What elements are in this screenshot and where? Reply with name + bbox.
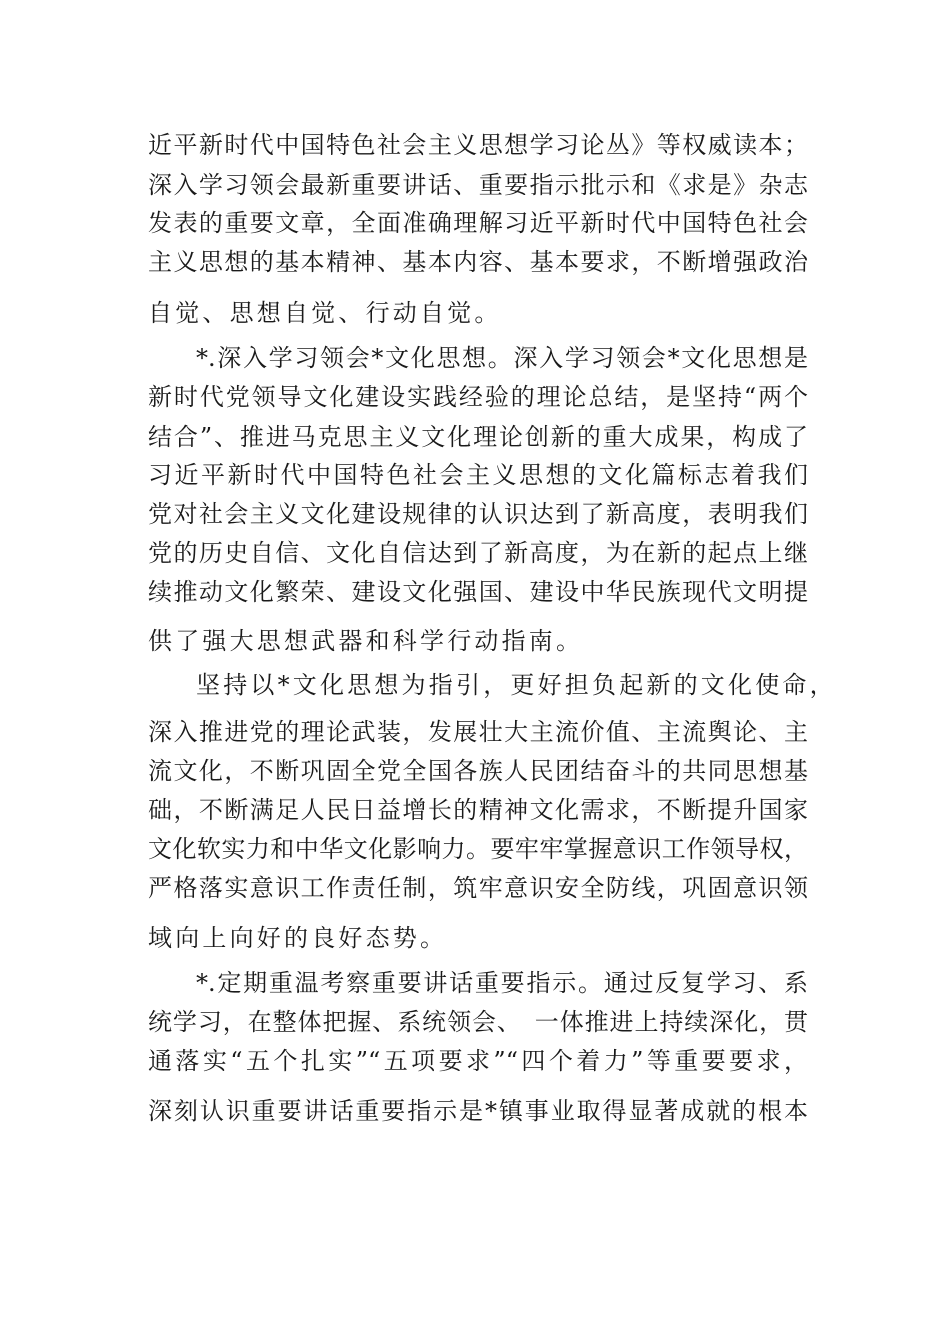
text-line: 主义思想的基本精神、基本内容、基本要求，不断增强政治 [148,248,808,276]
text-line: 严格落实意识工作责任制，筑牢意识安全防线，巩固意识领 [148,874,808,902]
text-line: 党的历史自信、文化自信达到了新高度，为在新的起点上继 [148,539,808,567]
text-line: 续推动文化繁荣、建设文化强国、建设中华民族现代文明提 [148,578,808,606]
text-line: 发表的重要文章，全面准确理解习近平新时代中国特色社会 [148,209,808,237]
text-line: 统学习，在整体把握、系统领会、 一体推进上持续深化，贯 [148,1008,808,1036]
text-line: 党对社会主义文化建设规律的认识达到了新高度，表明我们 [148,500,808,528]
text-line: 自觉、思想自觉、行动自觉。 [148,299,502,327]
text-line: 深入推进党的理论武装，发展壮大主流价值、主流舆论、主 [148,718,808,746]
text-line: 新时代党领导文化建设实践经验的理论总结，是坚持“两个 [148,383,808,411]
paragraph-first-line: 坚持以*文化思想为指引，更好担负起新的文化使命， [196,671,837,699]
text-line: 域向上向好的良好态势。 [148,924,448,952]
paragraph-heading-line: *.深入学习领会*文化思想。深入学习领会*文化思想是 [196,344,808,372]
text-line: 结合”、推进马克思主义文化理论创新的重大成果，构成了 [148,423,808,451]
text-line: 习近平新时代中国特色社会主义思想的文化篇标志着我们 [148,461,808,489]
text-line: 近平新时代中国特色社会主义思想学习论丛》等权威读本； [148,131,808,159]
text-line: 通落实“五个扎实”“五项要求”“四个着力”等重要要求， [148,1047,808,1075]
text-line: 深刻认识重要讲话重要指示是*镇事业取得显著成就的根本 [148,1097,808,1125]
text-line: 文化软实力和中华文化影响力。要牢牢掌握意识工作领导权， [148,835,808,863]
paragraph-heading-line: *.定期重温考察重要讲话重要指示。通过反复学习、系 [196,969,808,997]
text-line: 流文化，不断巩固全党全国各族人民团结奋斗的共同思想基 [148,757,808,785]
text-line: 础，不断满足人民日益增长的精神文化需求，不断提升国家 [148,796,808,824]
text-line: 深入学习领会最新重要讲话、重要指示批示和《求是》杂志 [148,171,808,199]
text-line: 供了强大思想武器和科学行动指南。 [148,627,584,655]
